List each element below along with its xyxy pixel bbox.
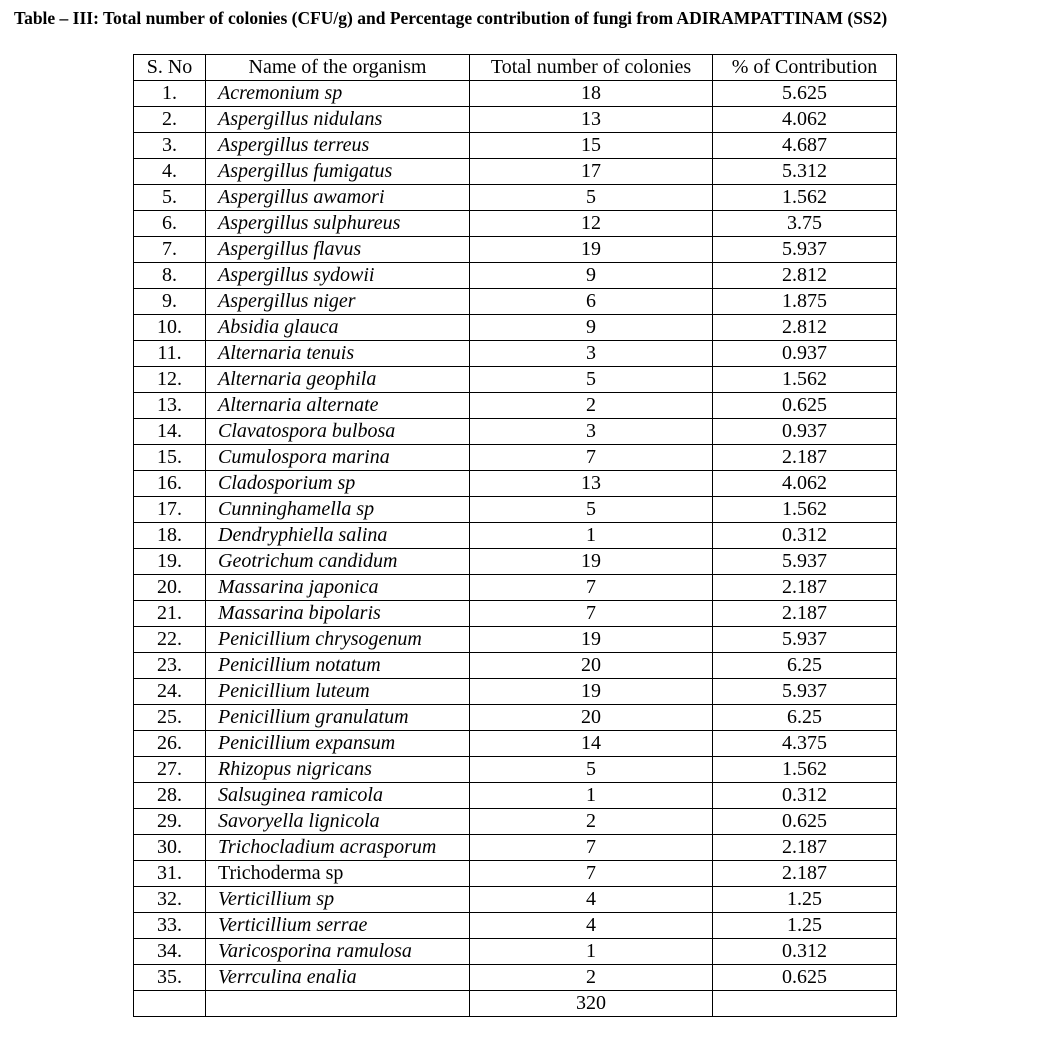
table-row	[134, 497, 897, 523]
organism-name-cell: Varicosporina ramulosa	[206, 939, 470, 965]
sno-cell: 11.	[134, 341, 206, 367]
organism-name-cell: Savoryella lignicola	[206, 809, 470, 835]
table-row	[134, 367, 897, 393]
sno-cell: 16.	[134, 471, 206, 497]
colonies-cell: 17	[470, 159, 713, 185]
organism-name-cell: Aspergillus fumigatus	[206, 159, 470, 185]
colonies-cell: 15	[470, 133, 713, 159]
table-row	[134, 601, 897, 627]
table-row	[134, 419, 897, 445]
total-row	[134, 991, 897, 1017]
percent-cell: 5.937	[713, 237, 897, 263]
organism-name-cell: Massarina japonica	[206, 575, 470, 601]
percent-cell: 6.25	[713, 705, 897, 731]
sno-cell: 24.	[134, 679, 206, 705]
organism-name-cell: Aspergillus sulphureus	[206, 211, 470, 237]
table-row	[134, 237, 897, 263]
colonies-cell: 14	[470, 731, 713, 757]
organism-name-cell: Rhizopus nigricans	[206, 757, 470, 783]
organism-name-cell: Penicillium notatum	[206, 653, 470, 679]
percent-cell: 2.187	[713, 861, 897, 887]
colonies-cell: 2	[470, 809, 713, 835]
sno-cell: 22.	[134, 627, 206, 653]
percent-cell: 0.937	[713, 419, 897, 445]
colonies-cell: 5	[470, 367, 713, 393]
organism-name-cell: Trichoderma sp	[206, 861, 470, 887]
organism-name-cell: Aspergillus awamori	[206, 185, 470, 211]
organism-name-cell: Cladosporium sp	[206, 471, 470, 497]
table-row	[134, 471, 897, 497]
percent-cell: 1.562	[713, 367, 897, 393]
table-row	[134, 731, 897, 757]
table-row	[134, 185, 897, 211]
table-row	[134, 757, 897, 783]
sno-cell: 6.	[134, 211, 206, 237]
percent-cell: 2.187	[713, 835, 897, 861]
organism-name-cell: Penicillium granulatum	[206, 705, 470, 731]
table-row	[134, 861, 897, 887]
sno-cell: 15.	[134, 445, 206, 471]
table-row	[134, 705, 897, 731]
organism-name-cell: Aspergillus niger	[206, 289, 470, 315]
table-row	[134, 653, 897, 679]
organism-name-cell: Penicillium expansum	[206, 731, 470, 757]
sno-cell: 13.	[134, 393, 206, 419]
sno-cell: 5.	[134, 185, 206, 211]
colonies-cell: 7	[470, 445, 713, 471]
organism-name-cell: Penicillium chrysogenum	[206, 627, 470, 653]
sno-cell: 33.	[134, 913, 206, 939]
colonies-cell: 1	[470, 939, 713, 965]
organism-name-cell: Absidia glauca	[206, 315, 470, 341]
sno-cell: 12.	[134, 367, 206, 393]
organism-name-cell: Dendryphiella salina	[206, 523, 470, 549]
colonies-cell: 7	[470, 601, 713, 627]
sno-cell: 7.	[134, 237, 206, 263]
percent-cell: 2.812	[713, 263, 897, 289]
sno-cell: 29.	[134, 809, 206, 835]
table-row	[134, 107, 897, 133]
sno-cell: 35.	[134, 965, 206, 991]
organism-name-cell: Cunninghamella sp	[206, 497, 470, 523]
percent-cell: 0.312	[713, 939, 897, 965]
colonies-cell: 19	[470, 549, 713, 575]
sno-cell: 34.	[134, 939, 206, 965]
sno-cell: 31.	[134, 861, 206, 887]
table-row	[134, 939, 897, 965]
percent-cell: 2.812	[713, 315, 897, 341]
sno-cell: 17.	[134, 497, 206, 523]
table-body	[134, 81, 897, 991]
total-sno-cell	[134, 991, 206, 1017]
colonies-cell: 4	[470, 913, 713, 939]
header-percent-contribution: % of Contribution	[713, 55, 897, 81]
organism-name-cell: Massarina bipolaris	[206, 601, 470, 627]
table-header-row	[134, 55, 897, 81]
percent-cell: 0.312	[713, 523, 897, 549]
total-name-cell	[206, 991, 470, 1017]
percent-cell: 6.25	[713, 653, 897, 679]
percent-cell: 1.562	[713, 497, 897, 523]
colonies-cell: 2	[470, 965, 713, 991]
percent-cell: 4.375	[713, 731, 897, 757]
percent-cell: 1.562	[713, 185, 897, 211]
organism-name-cell: Penicillium luteum	[206, 679, 470, 705]
organism-name-cell: Alternaria alternate	[206, 393, 470, 419]
sno-cell: 20.	[134, 575, 206, 601]
table-row	[134, 887, 897, 913]
table-row	[134, 445, 897, 471]
organism-name-cell: Cumulospora marina	[206, 445, 470, 471]
table-title: Table – III: Total number of colonies (CFU/g) and Percentage contribution of fungi from ADIRAMPATTINAM (SS2)	[14, 8, 888, 28]
sno-cell: 23.	[134, 653, 206, 679]
percent-cell: 1.562	[713, 757, 897, 783]
colonies-cell: 9	[470, 263, 713, 289]
percent-cell: 4.687	[713, 133, 897, 159]
colonies-cell: 19	[470, 679, 713, 705]
percent-cell: 0.625	[713, 809, 897, 835]
organism-name-cell: Salsuginea ramicola	[206, 783, 470, 809]
colonies-cell: 5	[470, 757, 713, 783]
organism-name-cell: Alternaria tenuis	[206, 341, 470, 367]
sno-cell: 27.	[134, 757, 206, 783]
colonies-cell: 1	[470, 523, 713, 549]
colonies-cell: 5	[470, 185, 713, 211]
sno-cell: 3.	[134, 133, 206, 159]
organism-name-cell: Trichocladium acrasporum	[206, 835, 470, 861]
percent-cell: 5.937	[713, 679, 897, 705]
table-row	[134, 575, 897, 601]
sno-cell: 19.	[134, 549, 206, 575]
colonies-cell: 5	[470, 497, 713, 523]
sno-cell: 9.	[134, 289, 206, 315]
colonies-cell: 12	[470, 211, 713, 237]
sno-cell: 32.	[134, 887, 206, 913]
colonies-cell: 18	[470, 81, 713, 107]
table-row	[134, 835, 897, 861]
organism-name-cell: Verrculina enalia	[206, 965, 470, 991]
colonies-cell: 20	[470, 705, 713, 731]
table-row	[134, 289, 897, 315]
sno-cell: 1.	[134, 81, 206, 107]
table-row	[134, 965, 897, 991]
organism-name-cell: Geotrichum candidum	[206, 549, 470, 575]
colonies-cell: 19	[470, 627, 713, 653]
colonies-cell: 20	[470, 653, 713, 679]
percent-cell: 0.937	[713, 341, 897, 367]
table-row	[134, 393, 897, 419]
percent-cell: 2.187	[713, 575, 897, 601]
percent-cell: 2.187	[713, 445, 897, 471]
table-row	[134, 549, 897, 575]
percent-cell: 0.625	[713, 965, 897, 991]
table-row	[134, 159, 897, 185]
organism-name-cell: Alternaria geophila	[206, 367, 470, 393]
table-row	[134, 913, 897, 939]
sno-cell: 14.	[134, 419, 206, 445]
percent-cell: 3.75	[713, 211, 897, 237]
percent-cell: 5.312	[713, 159, 897, 185]
sno-cell: 10.	[134, 315, 206, 341]
sno-cell: 18.	[134, 523, 206, 549]
sno-cell: 28.	[134, 783, 206, 809]
table-row	[134, 133, 897, 159]
colonies-cell: 7	[470, 861, 713, 887]
header-total-colonies: Total number of colonies	[470, 55, 713, 81]
sno-cell: 25.	[134, 705, 206, 731]
colonies-cell: 1	[470, 783, 713, 809]
sno-cell: 2.	[134, 107, 206, 133]
colonies-cell: 6	[470, 289, 713, 315]
organism-name-cell: Verticillium serrae	[206, 913, 470, 939]
percent-cell: 4.062	[713, 107, 897, 133]
colonies-cell: 9	[470, 315, 713, 341]
header-organism-name: Name of the organism	[206, 55, 470, 81]
sno-cell: 21.	[134, 601, 206, 627]
percent-cell: 0.625	[713, 393, 897, 419]
sno-cell: 30.	[134, 835, 206, 861]
table-row	[134, 211, 897, 237]
percent-cell: 1.25	[713, 913, 897, 939]
colonies-cell: 7	[470, 835, 713, 861]
organism-name-cell: Aspergillus nidulans	[206, 107, 470, 133]
percent-cell: 5.937	[713, 549, 897, 575]
organism-name-cell: Clavatospora bulbosa	[206, 419, 470, 445]
fungi-colonies-table	[133, 54, 897, 1017]
table-row	[134, 81, 897, 107]
percent-cell: 4.062	[713, 471, 897, 497]
table-row	[134, 627, 897, 653]
table-row	[134, 315, 897, 341]
percent-cell: 0.312	[713, 783, 897, 809]
total-colonies-cell: 320	[470, 991, 713, 1017]
percent-cell: 1.25	[713, 887, 897, 913]
sno-cell: 4.	[134, 159, 206, 185]
sno-cell: 26.	[134, 731, 206, 757]
table-row	[134, 263, 897, 289]
colonies-cell: 13	[470, 471, 713, 497]
sno-cell: 8.	[134, 263, 206, 289]
colonies-cell: 3	[470, 341, 713, 367]
colonies-cell: 4	[470, 887, 713, 913]
percent-cell: 5.937	[713, 627, 897, 653]
organism-name-cell: Acremonium sp	[206, 81, 470, 107]
percent-cell: 1.875	[713, 289, 897, 315]
table-row	[134, 523, 897, 549]
percent-cell: 5.625	[713, 81, 897, 107]
table-row	[134, 783, 897, 809]
total-percent-cell	[713, 991, 897, 1017]
colonies-cell: 2	[470, 393, 713, 419]
colonies-cell: 7	[470, 575, 713, 601]
percent-cell: 2.187	[713, 601, 897, 627]
organism-name-cell: Verticillium sp	[206, 887, 470, 913]
colonies-cell: 19	[470, 237, 713, 263]
table-row	[134, 341, 897, 367]
colonies-cell: 3	[470, 419, 713, 445]
organism-name-cell: Aspergillus sydowii	[206, 263, 470, 289]
table-row	[134, 809, 897, 835]
organism-name-cell: Aspergillus terreus	[206, 133, 470, 159]
organism-name-cell: Aspergillus flavus	[206, 237, 470, 263]
colonies-cell: 13	[470, 107, 713, 133]
table-row	[134, 679, 897, 705]
header-sno: S. No	[134, 55, 206, 81]
